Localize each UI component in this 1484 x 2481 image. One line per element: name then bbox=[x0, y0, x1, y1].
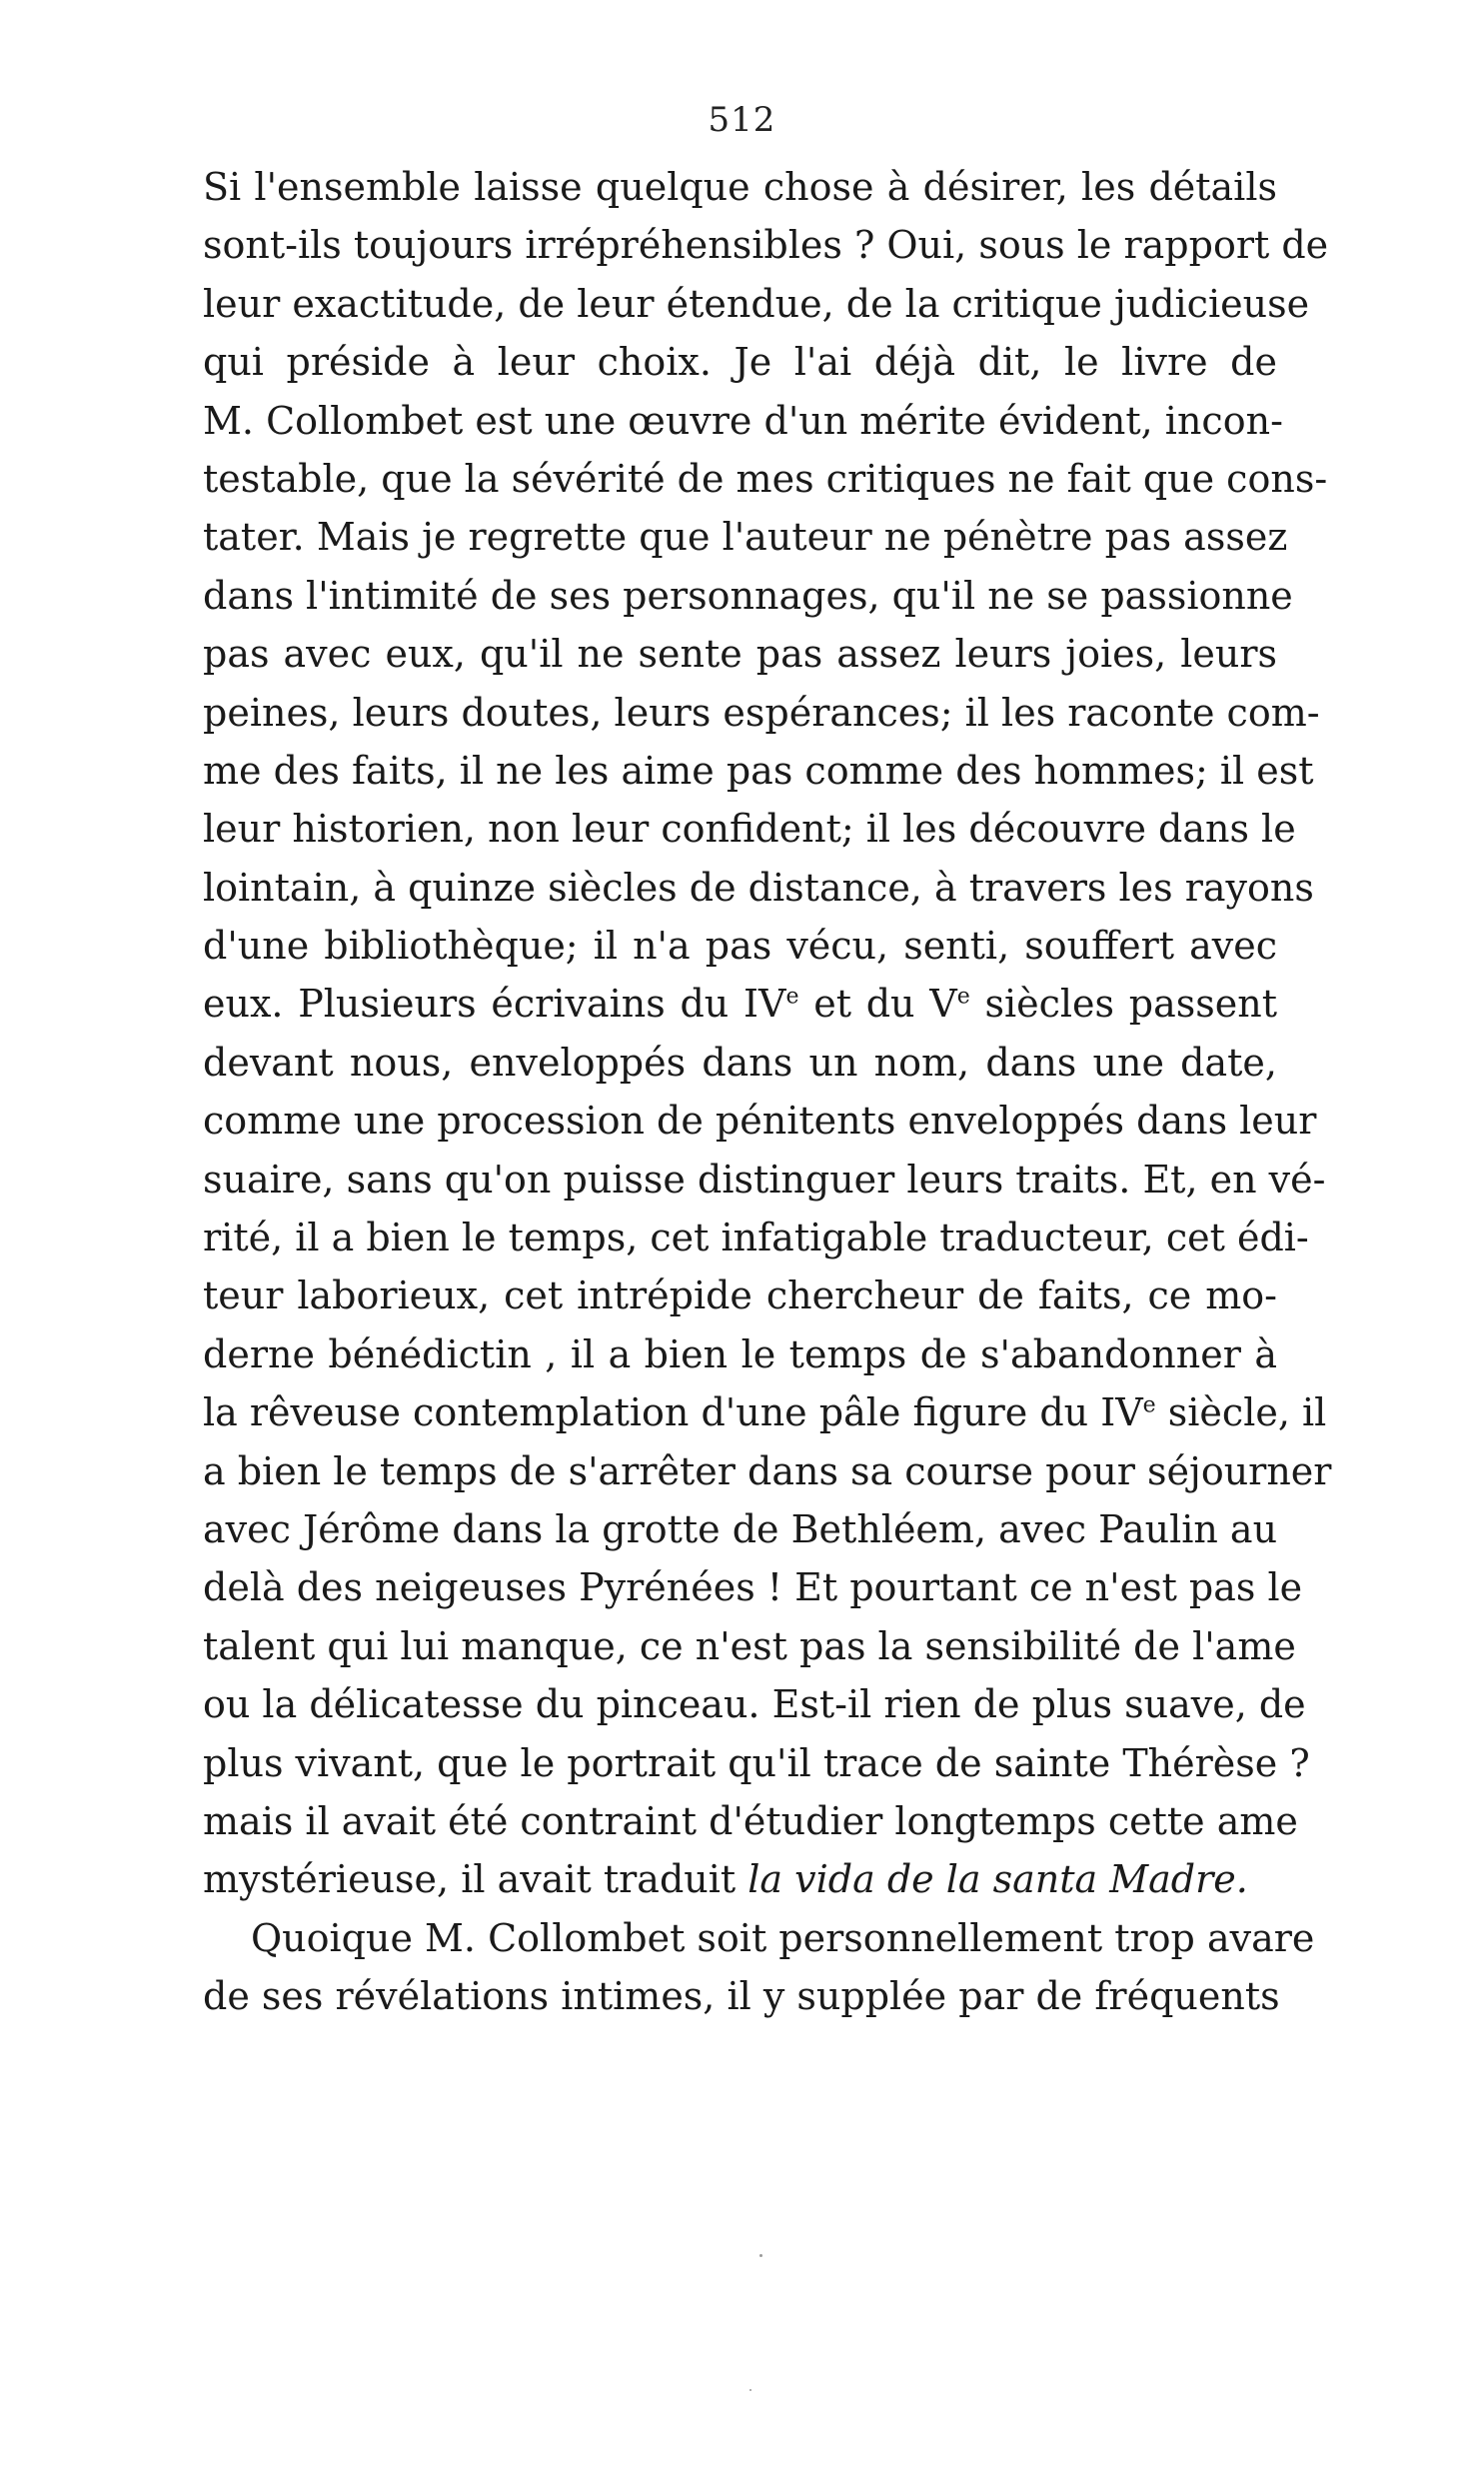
line-segment: et du V bbox=[798, 982, 957, 1027]
superscript: e bbox=[956, 984, 970, 1010]
text-line: leur exactitude, de leur étendue, de la critique judicieuse bbox=[203, 281, 1310, 326]
italic-title: la vida de la santa Madre. bbox=[747, 1857, 1248, 1902]
text-line: derne bénédictin , il a bien le temps de s'abandonner à bbox=[203, 1331, 1277, 1376]
text-line: mais il avait été contraint d'étudier longtemps cette ame bbox=[203, 1798, 1298, 1843]
text-line: ou la délicatesse du pinceau. Est-il rien de plus suave, de bbox=[203, 1682, 1306, 1727]
text-line: pas avec eux, qu'il ne sente pas assez leurs joies, leurs bbox=[203, 632, 1277, 677]
text-line: peines, leurs doutes, leurs espérances; il les raconte com- bbox=[203, 690, 1320, 735]
text-line: de ses révélations intimes, il y supplée par de fréquents bbox=[203, 1974, 1280, 2019]
text-line: delà des neigeuses Pyrénées ! Et pourtant ce n'est pas le bbox=[203, 1565, 1303, 1610]
text-line-with-superscripts bbox=[203, 975, 1277, 1033]
paragraph-end-line bbox=[203, 1850, 1277, 1908]
superscript: e bbox=[785, 984, 799, 1010]
text-line: tater. Mais je regrette que l'auteur ne pénètre pas assez bbox=[203, 515, 1288, 560]
text-line: me des faits, il ne les aime pas comme des hommes; il est bbox=[203, 748, 1314, 793]
line-segment: siècle, il bbox=[1155, 1390, 1327, 1435]
text-line: dans l'intimité de ses personnages, qu'il ne se passionne bbox=[203, 573, 1293, 618]
body-text bbox=[203, 158, 1332, 2026]
superscript: e bbox=[1142, 1392, 1156, 1418]
line-segment: la rêveuse contemplation d'une pâle figure du IV bbox=[203, 1390, 1143, 1435]
text-line: lointain, à quinze siècles de distance, à travers les rayons bbox=[203, 865, 1314, 910]
text-line: leur historien, non leur confident; il les découvre dans le bbox=[203, 807, 1296, 852]
text-line: d'une bibliothèque; il n'a pas vécu, senti, souffert avec bbox=[203, 924, 1277, 969]
text-line: qui préside à leur choix. Je l'ai déjà dit, le livre de bbox=[203, 340, 1277, 385]
line-segment: mystérieuse, il avait traduit bbox=[203, 1857, 748, 1902]
paragraph-start-line: Quoique M. Collombet soit personnellement trop avare bbox=[251, 1915, 1315, 1960]
text-line: teur laborieux, cet intrépide chercheur de faits, ce mo- bbox=[203, 1273, 1277, 1318]
text-line: M. Collombet est une œuvre d'un mérite évident, incon- bbox=[203, 398, 1283, 443]
line-segment: siècles passent bbox=[969, 982, 1277, 1027]
text-line: suaire, sans qu'on puisse distinguer leurs traits. Et, en vé- bbox=[203, 1157, 1326, 1202]
text-line: a bien le temps de s'arrêter dans sa course pour séjourner bbox=[203, 1448, 1332, 1493]
text-line: talent qui lui manque, ce n'est pas la sensibilité de l'ame bbox=[203, 1623, 1296, 1668]
text-line-with-superscript bbox=[203, 1383, 1327, 1441]
text-line: comme une procession de pénitents enveloppés dans leur bbox=[203, 1099, 1317, 1144]
paper-speck bbox=[749, 2389, 751, 2391]
text-line: avec Jérôme dans la grotte de Bethléem, avec Paulin au bbox=[203, 1506, 1278, 1551]
text-line: testable, que la sévérité de mes critiques ne fait que cons- bbox=[203, 456, 1328, 501]
text-line: Si l'ensemble laisse quelque chose à désirer, les détails bbox=[203, 165, 1277, 209]
text-line: sont-ils toujours irrépréhensibles ? Oui, sous le rapport de bbox=[203, 223, 1329, 268]
text-line: rité, il a bien le temps, cet infatigable traducteur, cet édi- bbox=[203, 1216, 1309, 1260]
text-line: plus vivant, que le portrait qu'il trace de sainte Thérèse ? bbox=[203, 1740, 1310, 1785]
line-segment: eux. Plusieurs écrivains du IV bbox=[203, 982, 786, 1027]
paper-speck bbox=[759, 2254, 762, 2257]
page-number: 512 bbox=[708, 100, 776, 140]
text-line: devant nous, enveloppés dans un nom, dans une date, bbox=[203, 1040, 1277, 1085]
